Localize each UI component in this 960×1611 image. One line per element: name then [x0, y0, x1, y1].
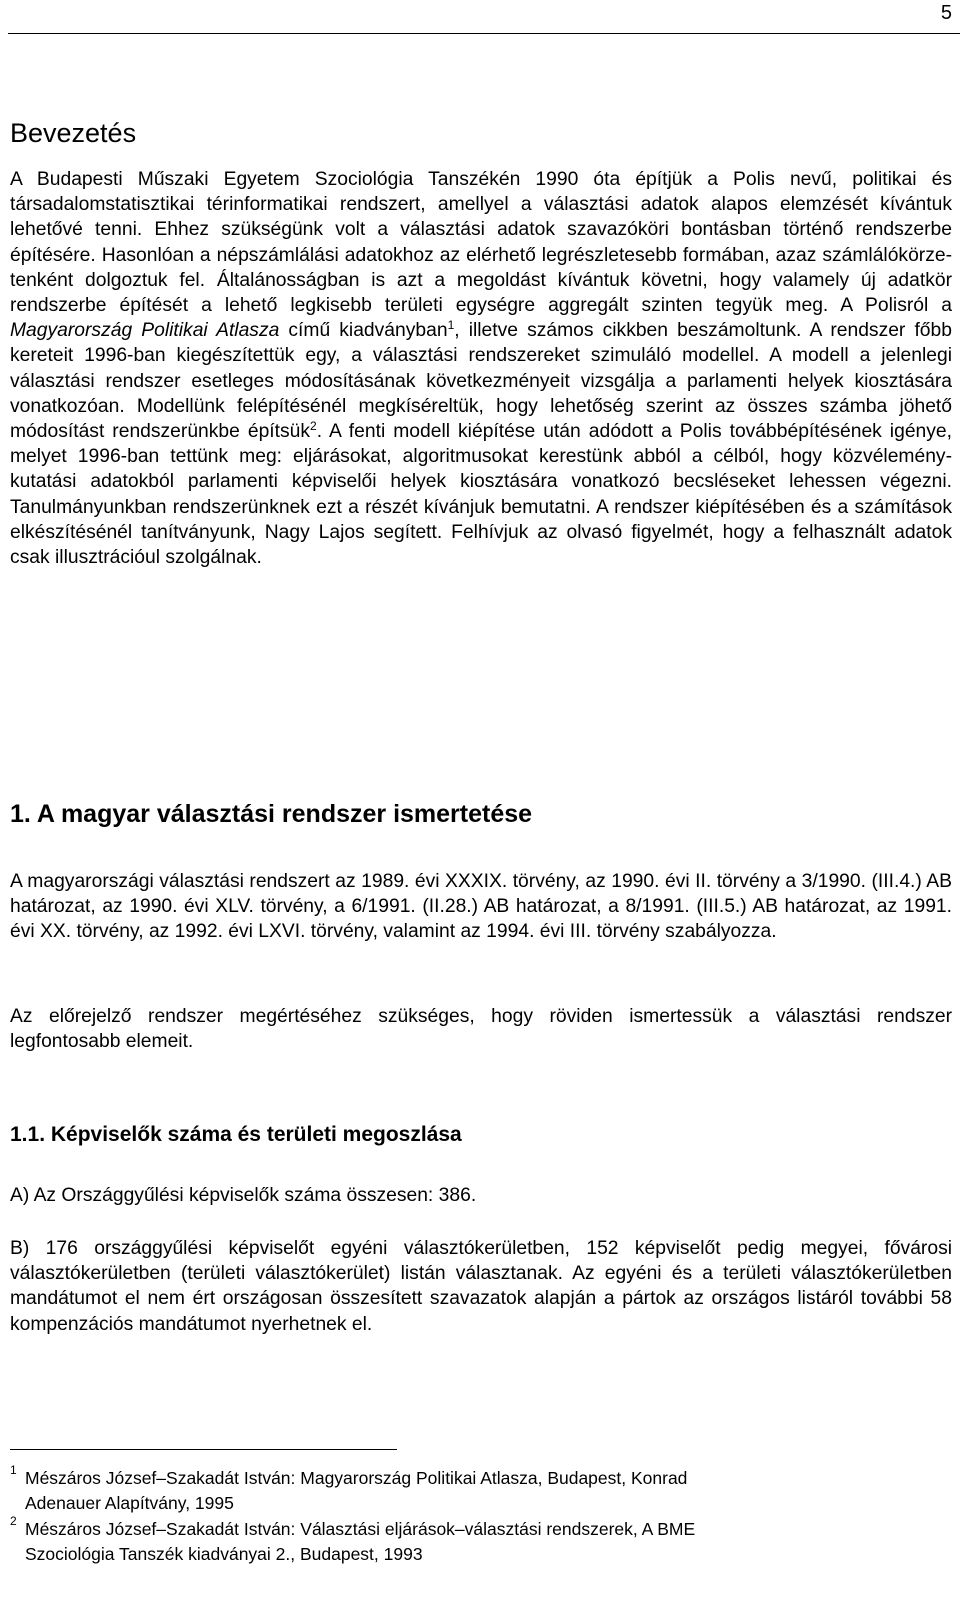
section-1-1-paragraph-b: B) 176 országgyűlési képviselőt egyéni választókerületben, 152 képviselőt pedig megyei, fővárosi választókerületben (területi választókerület) listán választanak. Az egyéni és a területi választókerületben mandátumot el nem ért országosan összesített szavazatok alapján a pártok az országos listáról további 58 kompenzációs mandátumot nyerhetnek el.: [10, 1238, 952, 1335]
footnote-2: [10, 1514, 910, 1567]
footnote-ref-2[interactable]: 2: [310, 419, 317, 434]
section-1-heading: 1. A magyar választási rendszer ismertetése: [10, 800, 533, 828]
footnote-1-line-1: Mészáros József–Szakadát István: Magyarország Politikai Atlasza, Budapest, Konrad: [25, 1468, 688, 1488]
footnote-1-line-2: Adenauer Alapítvány, 1995: [25, 1493, 234, 1513]
section-1-paragraph-1: A magyarországi választási rendszert az 1989. évi XXXIX. törvény, az 1990. évi II. törvény a 3/1990. (III.4.) AB határozat, az 1990. évi XLV. törvény, a 6/1991. (II.28.) AB határozat, a 8/1991. (III.5.) AB határozat, az 1991. évi XX. törvény, az 1992. évi LXVI. törvény, valamint az 1994. évi III. törvény szabályozza.: [10, 871, 952, 943]
footnote-1: [10, 1463, 910, 1516]
section-1-1-paragraph-a: A) Az Országgyűlési képviselők száma összesen: 386.: [10, 1185, 477, 1206]
footnote-2-line-2: Szociológia Tanszék kiadványai 2., Budapest, 1993: [25, 1544, 423, 1564]
footnote-rule: [10, 1449, 397, 1450]
page-number: 5: [940, 2, 952, 24]
atlas-title: Magyarország Politikai Atlasza: [10, 320, 280, 342]
intro-paragraph: A Budapesti Műszaki Egyetem Szociológia Tanszékén 1990 óta építjük a Polis nevű, politikai és társadalomstatisztikai térinformatikai rendszert, amellyel a választási adatok alapos elemzését kívántuk lehetővé tenni. Ehhez szükségünk volt a választási adatok szavazóköri bontásban történő rendszerbe építésére. Hasonlóan a népszámlálási adatokhoz az elérhető legrészletesebb formában, azaz számlálókörzetenként dolgoztuk fel. Általánosságban is azt a megoldást kívántuk követni, hogy valamely új adatkör rendszerbe építését a lehető legkisebb területi egységre aggregált szinten tegyük meg. A Polisról a Magyarország Politikai Atlasza című kiadványban$^1$, illetve számos cikkben beszámoltunk. A rendszer főbb kereteit 1996-ban kiegészítettük egy, a választási rendszereket szimuláló modellel. A modell a jelenlegi választási rendszer esetleges módosításának következményeit vizsgálja a parlamenti helyek kiosztására vonatkozóan. Modellünk felépítésénél megkíséreltük, hogy lehetőség szerint az összes számba jöhető módosítást rendszerünkbe építsük$^2$. A fenti modell kiépítése után adódott a Polis továbbépítésének igénye, melyet 1996-ban tettünk meg: eljárásokat, algoritmusokat kerestünk abból a célból, hogy közvélemény-kutatási adatokból parlamenti képviselői helyek kiosztására vonatkozó becsléseket lehessen végezni. Tanulmányunkban rendszerünknek ezt a részét kívánjuk bemutatni. A rendszer kiépítésében és a számítások elkészítésénél tanítványunk, Nagy Lajos segített. Felhívjuk az olvasó figyelmét, hogy a felhasznált adatok csak illusztrációul szolgálnak.: [10, 169, 952, 569]
section-1-1-heading: 1.1. Képviselők száma és területi megoszlása: [10, 1123, 462, 1146]
footnote-ref-1[interactable]: 1: [447, 318, 455, 333]
section-1-paragraph-2: Az előrejelző rendszer megértéséhez szükséges, hogy röviden ismertessük a választási rendszer legfontosabb elemeit.: [10, 1006, 952, 1053]
footnote-1-number: 1: [10, 1463, 17, 1477]
page-title: Bevezetés: [10, 118, 137, 148]
header-rule: [8, 33, 960, 34]
footnote-2-line-1: Mészáros József–Szakadát István: Választási eljárások–választási rendszerek, A BME: [25, 1519, 696, 1539]
footnote-2-number: 2: [10, 1514, 17, 1528]
